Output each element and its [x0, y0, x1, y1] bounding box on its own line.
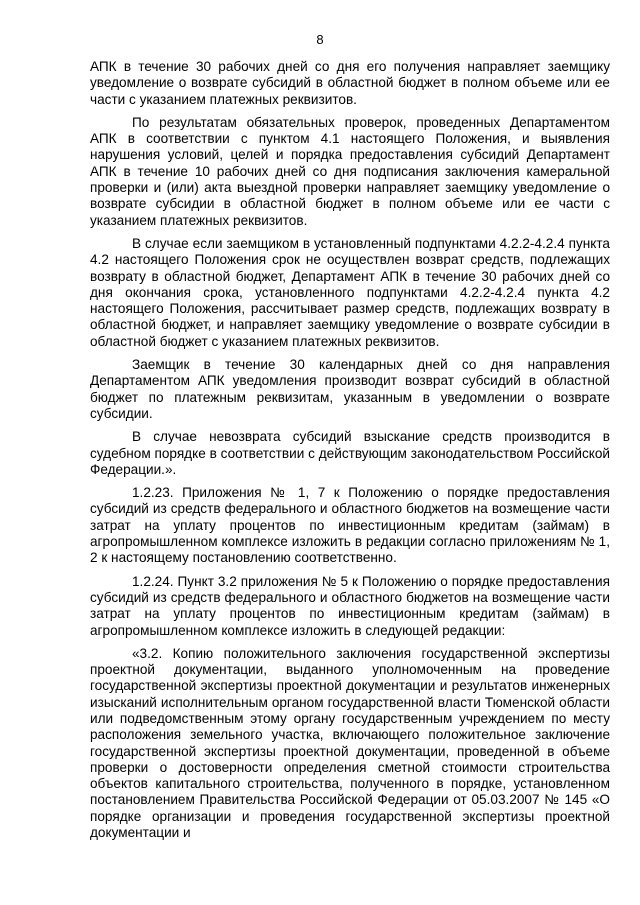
paragraph-inspection-results: По результатам обязательных проверок, проведенных Департаментом АПК в соответствии с пунктом 4.1 настоящего Положения, и выявления нарушения условий, целей и порядка предоставления субсидий Департамент АПК в течение 10 рабочих дней со дня подписания заключения камеральной проверки и (или) акта выездной проверки направляет заемщику уведомление о возврате субсидии в областной бюджет в полном объеме или ее части с указанием платежных реквизитов. [90, 114, 610, 228]
paragraph-return-deadline: В случае если заемщиком в установленный подпунктами 4.2.2-4.2.4 пункта 4.2 настоящего Положения срок не осуществлен возврат средств, подлежащих возврату в областной бюджет, Департамент АПК в течение 30 рабочих дней со дня окончания срока, установленного подпунктами 4.2.2-4.2.4 пункта 4.2 настоящего Положения, рассчитывает размер средств, подлежащих возврату в областной бюджет, и направляет заемщику уведомление о возврате субсидии в областной бюджет с указанием платежных реквизитов. [90, 235, 610, 349]
document-body [90, 59, 610, 848]
paragraph-item-1-2-23: 1.2.23. Приложения № 1, 7 к Положению о порядке предоставления субсидий из средств федерального и областного бюджетов на возмещение части затрат на уплату процентов по инвестиционным кредитам (займам) в агропромышленном комплексе изложить в редакции согласно приложениям № 1, 2 к настоящему постановлению соответственно. [90, 485, 610, 566]
paragraph-judicial-recovery: В случае невозврата субсидий взыскание средств производится в судебном порядке в соответствии с действующим законодательством Российской Федерации.». [90, 429, 610, 477]
paragraph-item-1-2-24: 1.2.24. Пункт 3.2 приложения № 5 к Положению о порядке предоставления субсидий из средств федерального и областного бюджетов на возмещение части затрат на уплату процентов по инвестиционным кредитам (займам) в агропромышленном комплексе изложить в следующей редакции: [90, 573, 610, 638]
paragraph-borrower-refund: Заемщик в течение 30 календарных дней со дня направления Департаментом АПК уведомления производит возврат субсидий в областной бюджет по платежным реквизитам, указанным в уведомлении о возврате субсидии. [90, 357, 610, 421]
page-number: 8 [316, 32, 324, 47]
paragraph-item-3-2-quote: «3.2. Копию положительного заключения государственной экспертизы проектной документации, выданного уполномоченным на проведение государственной экспертизы проектной документации и результатов инженерных изысканий исполнительным органом государственной власти Тюменской области или подведомственным этому органу государственным учреждением по месту расположения земельного участка, включающего положительное заключение государственной экспертизы проектной документации, проведенной в объеме проверки о достоверности определения сметной стоимости строительства объектов капитального строительства, полученного в порядке, установленном постановлением Правительства Российской Федерации от 05.03.2007 № 145 «О порядке организации и проведения государственной экспертизы проектной документации и [90, 645, 610, 841]
paragraph-continuation: АПК в течение 30 рабочих дней со дня его получения направляет заемщику уведомление о возврате субсидий в областной бюджет в полном объеме или ее части с указанием платежных реквизитов. [90, 59, 610, 107]
